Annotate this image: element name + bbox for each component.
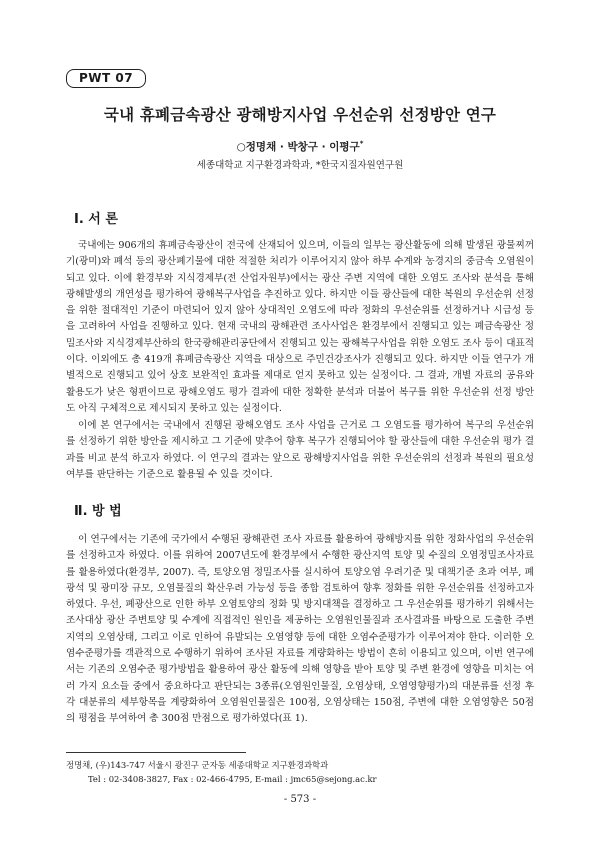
page-number: - 573 - <box>283 794 317 805</box>
section-heading-introduction: Ⅰ. 서 론 <box>74 212 118 227</box>
introduction-paragraph-1: 국내에는 906개의 휴폐금속광산이 전국에 산재되어 있으며, 이들의 일부는 광산활동에 의해 발생된 광물찌꺼기(광미)와 폐석 등의 광산폐기물에 대한 적절한 처리가 이루어지지 않아 하부 수계와 농경지의 중금속 오염원이 되고 있다. 이에 환경부와 지식경제부(전 산업자원부)에서는 광산 주변 지역에 대한 오염도 조사와 분석을 통해 광해발생의 개연성을 평가하여 광해복구사업을 추진하고 있다. 하지만 이들 광산들에 대한 복원의 우선순위 선정을 위한 절대적인 기준이 마련되어 있지 않아 상대적인 오염도에 따라 정화의 우선순위를 선정하거나 시급성 등을 고려하여 사업을 진행하고 있다. 현재 국내의 광해관련 조사사업은 환경부에서 진행되고 있는 폐금속광산 정밀조사와 지식경제부산하의 한국광해관리공단에서 진행되고 있는 광해복구사업을 위한 오염도 조사 등이 대표적이다. 이외에도 총 419개 휴폐금속광산 지역을 대상으로 주민건강조사가 진행되고 있다. 하지만 이들 연구가 개별적으로 진행되고 있어 상호 보완적인 효과를 제대로 얻지 못하고 있는 실정이다. 그 결과, 개별 자료의 공유와 활용도가 낮은 형편이므로 광해오염도 평가 결과에 대한 정확한 분석과 더불어 복구를 위한 우선순위 선정 방안도 아직 구체적으로 제시되지 못하고 있는 실정이다. <box>66 240 534 414</box>
paper-title: 국내 휴폐금속광산 광해방지사업 우선순위 선정방안 연구 <box>103 106 497 124</box>
methods-paragraph-1: 이 연구에서는 기존에 국가에서 수행된 광해관련 조사 자료를 활용하여 광해방지를 위한 정화사업의 우선순위를 선정하고자 하였다. 이를 위하여 2007년도에 환경부에서 수행한 광산지역 토양 및 수질의 오염정밀조사자료를 활용하였다(환경부, 2007). 즉, 토양오염 정밀조사를 실시하여 토양오염 우려기준 및 대책기준 초과 여부, 폐광석 및 광미장 규모, 오염물질의 확산우려 가능성 등을 종합 검토하여 향후 정화를 위한 우선순위를 선정하고자 하였다. 우선, 폐광산으로 인한 하부 오염토양의 정화 및 방지대책을 결정하고 그 우선순위를 평가하기 위해서는 조사대상 광산 주변토양 및 수계에 직접적인 원인을 제공하는 오염원인물질과 조사결과를 바탕으로 도출한 주변지역의 오염상태, 그리고 이로 인하여 유발되는 오염영향 등에 대한 오염수준평가가 이루어져야 한다. 이러한 오염수준평가를 객관적으로 수행하기 위하여 조사된 자료를 계량화하는 방법이 흔히 이용되고 있으며, 이번 연구에서는 기존의 오염수준 평가방법을 활용하여 광산 활동에 의해 영향을 받아 토양 및 주변 환경에 영향을 미치는 여러 가지 요소들 중에서 중요하다고 판단되는 3종류(오염원인물질, 오염상태, 오염영향평가)의 대분류를 선정 후 각 대분류의 세부항목을 계량화하여 오염원인물질은 100점, 오염상태는 150점, 주변에 대한 오염영향은 50점의 평점을 부여하여 총 300점 만점으로 평가하였다(표 1). <box>66 534 534 725</box>
affiliation: 세종대학교 지구환경과학과, *한국지질자원연구원 <box>196 160 404 171</box>
footnote-contact: Tel : 02-3408-3827, Fax : 02-466-4795, E-mail : jmc65@sejong.ac.kr <box>88 774 377 784</box>
author-names: ○정명채 · 박창구 · 이평구 <box>236 141 360 153</box>
footnote-address: 정명채, (우)143-747 서울시 광진구 군자동 세종대학교 지구환경과학과 <box>66 760 329 770</box>
session-code-badge: PWT 07 <box>66 69 146 88</box>
footnote-divider <box>66 752 246 753</box>
section-heading-methods: Ⅱ. 방 법 <box>74 504 122 519</box>
author-affiliation-mark: * <box>359 139 364 148</box>
author-list <box>0 139 600 154</box>
introduction-paragraph-2: 이에 본 연구에서는 국내에서 진행된 광해오염도 조사 사업을 근거로 그 오염도를 평가하여 복구의 우선순위를 선정하기 위한 방안을 제시하고 그 기준에 맞추어 향후 복구가 진행되어야 할 광산들에 대한 우선순위 평가 결과를 비교 분석 하고자 하였다. 이 연구의 결과는 앞으로 광해방지사업을 위한 우선순위의 선정과 복원의 필요성 여부를 판단하는 기준으로 활용될 수 있을 것이다. <box>66 420 534 480</box>
